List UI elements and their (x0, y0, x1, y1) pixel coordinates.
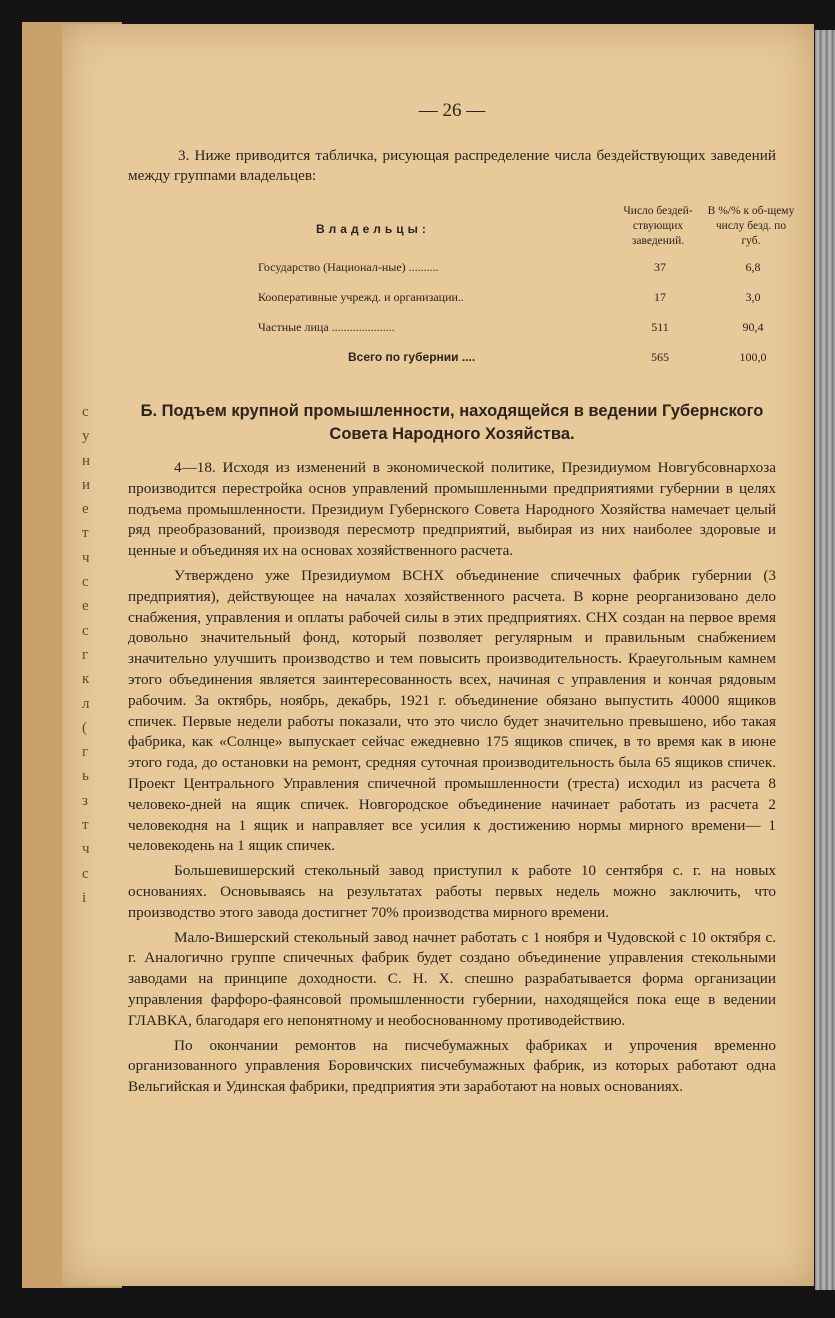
bleed-letter: ь (82, 768, 89, 785)
bleed-letter: к (82, 671, 90, 688)
row-percent: 3,0 (745, 290, 761, 304)
row-count: 37 (654, 260, 666, 274)
page-number: — 26 — (418, 100, 486, 121)
paragraph: Большевишерский стекольный завод приступил к работе 10 сентября с. г. на новых основаниях. Основываясь на результатах работы первых недель можно заключить, что производство этого завода достигнет 70% производства мирного времени. (128, 862, 776, 921)
paragraph: 4—18. Исходя из изменений в экономической политике, Президиумом Новгубсовнархоза производится перестройка основ управлений промышленными предприятиями губернии в целях подъема промышленности. Президиум Губернского Совета Народного Хозяйства намечает целый ряд преобразований, производя пересмотр предприятий, выбирая из них наиболее здоровые и ценные и объединяя их на основах хозяйственного расчета. (128, 459, 776, 560)
bleed-letter: ч (82, 549, 90, 566)
row-count: 511 (651, 320, 669, 334)
bleed-letter: з (82, 792, 88, 809)
bleed-letter: г (82, 646, 89, 663)
row-percent: 6,8 (745, 260, 761, 274)
paragraph: Мало-Вишерский стекольный завод начнет работать с 1 ноября и Чудовской с 10 октября с. г. Аналогично группе спичечных фабрик будет создано объединение управления стекольными заводами на принципе доходности. С. Н. Х. спешно разрабатывается форма организации управления фарфоро-фаянсовой промышленности губернии, находящейся пока еще в ведении ГЛАВКА, благодаря его непонятному и необоснованному противодействию. (128, 928, 776, 1029)
bleed-letter: с (82, 622, 89, 639)
bleed-letter: у (82, 428, 90, 445)
bleed-letter: с (82, 865, 89, 882)
bleed-letter: н (82, 452, 91, 469)
intro-paragraph: 3. Ниже приводится табличка, рисующая распределение числа бездействующих заведений между группами владельцев: (128, 147, 776, 184)
page-edge-stack (815, 30, 835, 1290)
bleed-letter: і (82, 889, 87, 906)
bleed-letter: ( (82, 719, 87, 736)
total-count: 565 (651, 350, 669, 364)
owners-header: Владельцы: (316, 222, 430, 236)
bleed-letter: ч (82, 841, 90, 858)
bleed-letter: е (82, 598, 89, 615)
bleed-letter: т (82, 525, 89, 542)
percent-column-header: В %/% к об-щему числу безд. по губ. (707, 205, 795, 247)
body-text (128, 458, 776, 1102)
count-column-header: Число бездей-ствующих заведений. (623, 205, 693, 247)
bleed-letter: и (82, 476, 91, 493)
paragraph: По окончании ремонтов на писчебумажных фабриках и упрочения временно организованного управления Боровичских писчебумажных фабрик, из которых работают одна Вельгийская и Удинская фабрики, предприятия эти заработают на новых основаниях. (128, 1036, 776, 1096)
bleed-letter: т (82, 817, 89, 834)
row-owner: Государство (Национал-ные) .......... (258, 260, 439, 274)
bleed-letter: г (82, 744, 89, 761)
bleed-letter: е (82, 501, 89, 518)
row-owner: Частные лица ..................... (258, 320, 395, 334)
paragraph: Утверждено уже Президиумом ВСНХ объединение спичечных фабрик губернии (3 предприятия), действующее на началах хозяйственного расчета. В корне реорганизовано дело снабжения, управления и оплаты рабочей силы в этих предприятиях. СНХ создан на первое время довольно значительный фонд, который позволяет регулярным и правильным снабжением значительно улучшить производство и тем повысить производительность. Краеугольным камнем этого объединения является заинтересованность всех, начиная с управления и кончая рядовым рабочим. За октябрь, ноябрь, декабрь, 1921 г. объединение обязано выпустить 40000 ящиков спичек. Первые недели работы показали, что это число будет значительно превышено, ибо такая фабрика, как «Солнце» выпускает сейчас ежедневно 175 ящиков спичек, в то время как в июне этого года, до остановки на ремонт, средняя суточная производительность была 65 ящиков спичек. Проект Центрального Управления спичечной промышленности (треста) исходил из расчета 8 человеко-дней на ящик спичек. Новгородское объединение начинает работать из расчета 2 человекодня на 1 ящик и направляет все усилия к достижению нормы мирного времени— 1 человекодень на 1 ящик спичек. (128, 566, 776, 855)
bleed-letter: л (82, 695, 90, 712)
row-percent: 90,4 (742, 320, 764, 334)
row-count: 17 (654, 290, 666, 304)
total-label: Всего по губернии .... (348, 350, 476, 364)
section-heading: Б. Подъем крупной промышленности, находящейся в ведении Губернского Совета Народного Хозяйства. (140, 402, 764, 443)
total-percent: 100,0 (739, 350, 767, 364)
row-owner: Кооперативные учрежд. и организации.. (258, 290, 464, 304)
bleed-letter: с (82, 574, 89, 591)
bleed-letter: с (82, 404, 89, 420)
bleed-through-text (82, 400, 96, 910)
